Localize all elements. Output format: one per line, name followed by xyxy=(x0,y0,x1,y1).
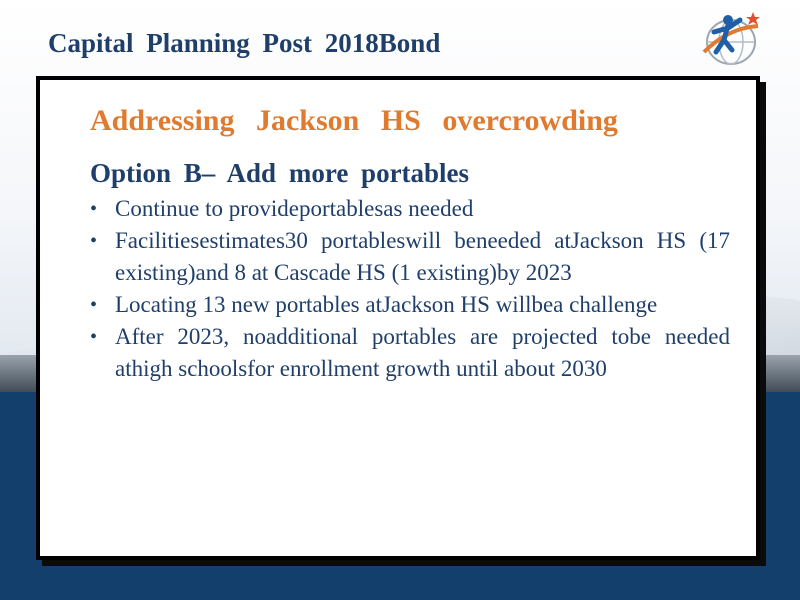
slide-heading: Addressing Jackson HS overcrowding xyxy=(90,104,618,137)
bullet-icon: • xyxy=(90,294,98,316)
bullet-text: Locating 13 new portables atJackson HS willbea challenge xyxy=(115,292,658,317)
bullet-icon: • xyxy=(90,230,98,252)
bullet-list xyxy=(90,193,730,385)
slide-header-title: Capital Planning Post 2018Bond xyxy=(48,28,441,58)
bullet-text: Continue to provideportablesas needed xyxy=(115,196,474,221)
bullet-icon: • xyxy=(90,326,98,348)
bullet-item xyxy=(90,321,730,385)
bullet-item xyxy=(90,193,730,225)
bullet-item xyxy=(90,225,730,289)
option-title: Option B– Add more portables xyxy=(90,158,470,188)
bullet-text: After 2023, noadditional portables are projected tobe needed athigh schoolsfor enrollment growth until about 2030 xyxy=(115,324,730,381)
district-logo-icon xyxy=(698,8,764,70)
bullet-icon: • xyxy=(90,198,98,220)
bullet-item xyxy=(90,289,730,321)
bullet-text: Facilitiesestimates30 portableswill beneeded atJackson HS (17 existing)and 8 at Cascade HS (1 existing)by 2023 xyxy=(115,228,730,285)
